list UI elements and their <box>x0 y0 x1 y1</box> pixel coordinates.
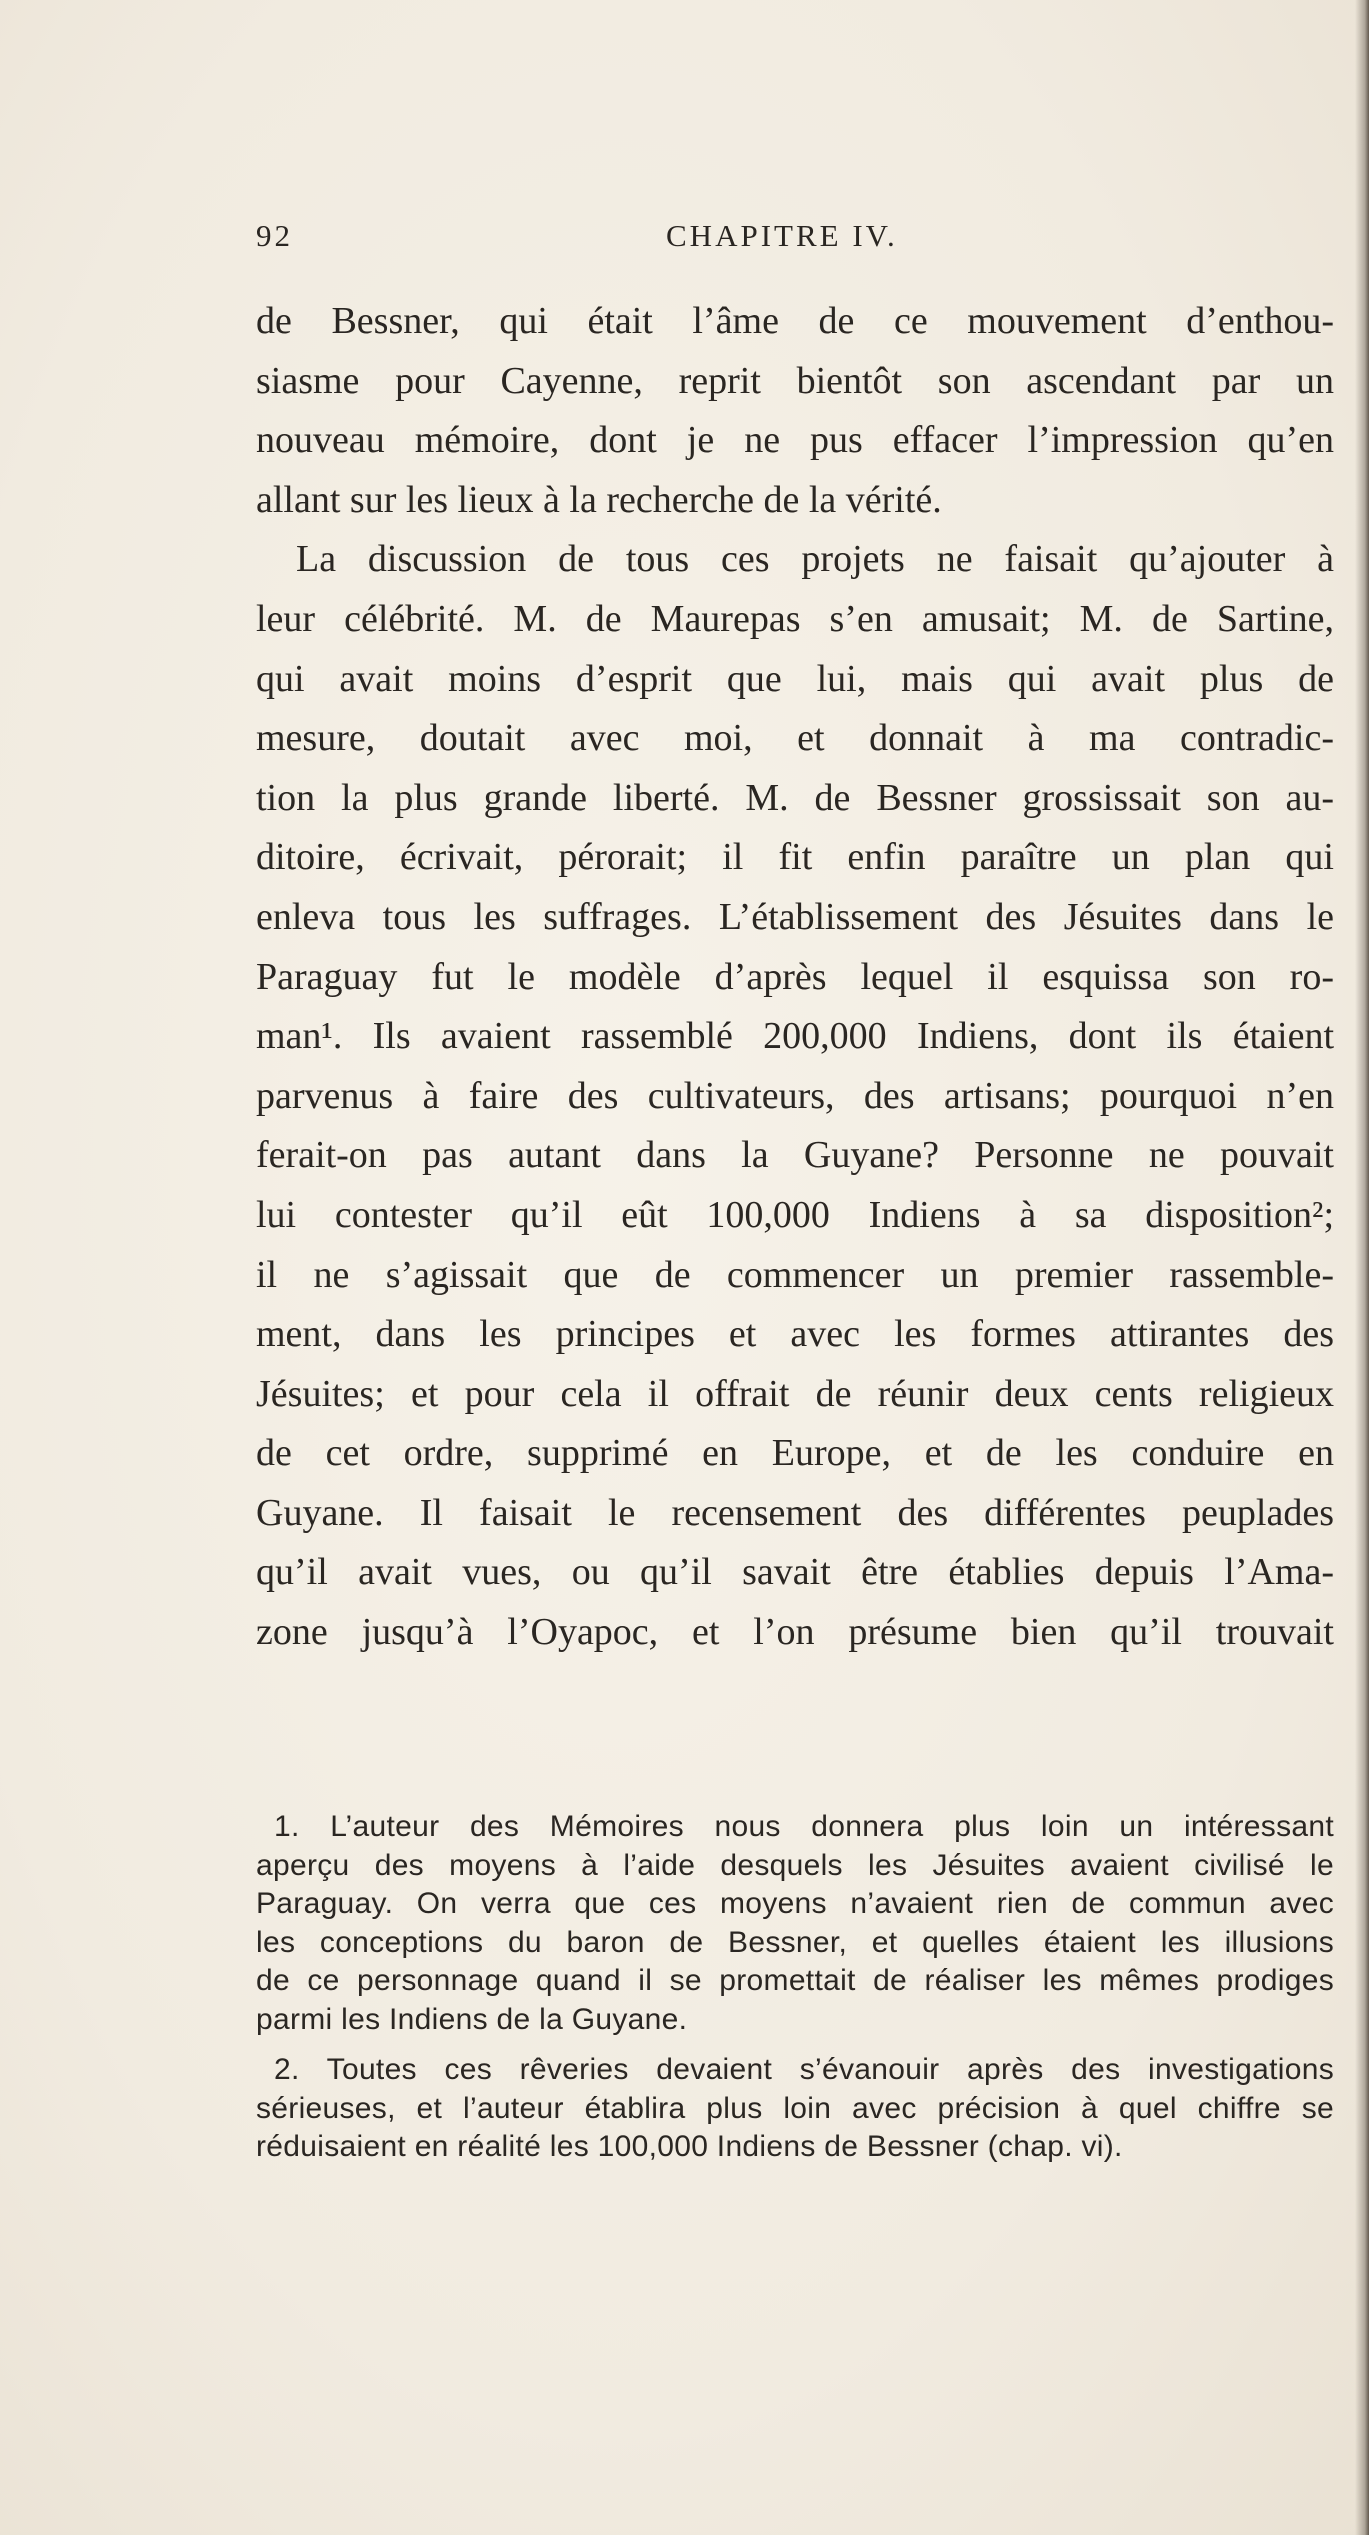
body-line: Guyane. Il faisait le recensement des différentes peuplades <box>256 1491 1334 1534</box>
footnote-line: sérieuses, et l’auteur établira plus loin avec précision à quel chiffre se <box>256 2091 1334 2125</box>
body-line: ferait-on pas autant dans la Guyane? Personne ne pouvait <box>256 1134 1334 1177</box>
body-line: ditoire, écrivait, pérorait; il fit enfin paraître un plan qui <box>256 836 1334 879</box>
footnotes <box>256 1808 1334 2167</box>
page-number: 92 <box>256 218 293 253</box>
page-binding-shadow <box>1355 0 1369 2535</box>
body-line: mesure, doutait avec moi, et donnait à ma contradic- <box>256 717 1334 760</box>
body-line: lui contester qu’il eût 100,000 Indiens à sa disposition²; <box>256 1193 1334 1236</box>
body-line: Paraguay fut le modèle d’après lequel il esquissa son ro- <box>256 955 1334 998</box>
footnote-line: 1. L’auteur des Mémoires nous donnera plus loin un intéressant <box>274 1810 1334 1843</box>
body-line: Jésuites; et pour cela il offrait de réunir deux cents religieux <box>256 1372 1334 1415</box>
body-line: il ne s’agissait que de commencer un premier rassemble- <box>256 1253 1334 1296</box>
footnote-line: Paraguay. On verra que ces moyens n’avaient rien de commun avec <box>256 1887 1334 1920</box>
footnote-line: aperçu des moyens à l’aide desquels les Jésuites avaient civilisé le <box>256 1848 1334 1882</box>
body-line: de Bessner, qui était l’âme de ce mouvement d’enthou- <box>256 300 1334 342</box>
running-head: CHAPITRE IV. <box>666 218 898 253</box>
body-line: ment, dans les principes et avec les formes attirantes des <box>256 1313 1334 1356</box>
body-line: allant sur les lieux à la recherche de la vérité. <box>256 478 942 521</box>
footnote-line: les conceptions du baron de Bessner, et quelles étaient les illusions <box>256 1925 1334 1959</box>
body-line: zone jusqu’à l’Oyapoc, et l’on présume bien qu’il trouvait <box>256 1611 1334 1654</box>
body-line: qu’il avait vues, ou qu’il savait être établies depuis l’Ama- <box>256 1551 1334 1594</box>
body-line: siasme pour Cayenne, reprit bientôt son ascendant par un <box>256 359 1334 402</box>
body-text <box>256 292 1334 1663</box>
body-line: qui avait moins d’esprit que lui, mais qui avait plus de <box>256 657 1334 700</box>
body-line: La discussion de tous ces projets ne faisait qu’ajouter à <box>296 538 1334 581</box>
footnote-line: parmi les Indiens de la Guyane. <box>256 2002 688 2036</box>
body-line: man¹. Ils avaient rassemblé 200,000 Indiens, dont ils étaient <box>256 1015 1334 1058</box>
footnote-spacer <box>256 2039 1334 2051</box>
body-line: leur célébrité. M. de Maurepas s’en amusait; M. de Sartine, <box>256 597 1334 640</box>
body-line: enleva tous les suffrages. L’établissement des Jésuites dans le <box>256 895 1334 938</box>
footnote-1 <box>256 1808 1334 2039</box>
page-header <box>256 218 1336 268</box>
footnote-2 <box>256 2051 1334 2167</box>
footnote-line: réduisaient en réalité les 100,000 Indiens de Bessner (chap. vi). <box>256 2130 1123 2163</box>
body-line: nouveau mémoire, dont je ne pus effacer l’impression qu’en <box>256 419 1334 462</box>
body-line: parvenus à faire des cultivateurs, des artisans; pourquoi n’en <box>256 1074 1334 1117</box>
footnote-line: de ce personnage quand il se promettait de réaliser les mêmes prodiges <box>256 1964 1334 1997</box>
footnote-line: 2. Toutes ces rêveries devaient s’évanouir après des investigations <box>274 2053 1334 2086</box>
body-line: de cet ordre, supprimé en Europe, et de les conduire en <box>256 1432 1334 1475</box>
body-line: tion la plus grande liberté. M. de Bessner grossissait son au- <box>256 776 1334 819</box>
